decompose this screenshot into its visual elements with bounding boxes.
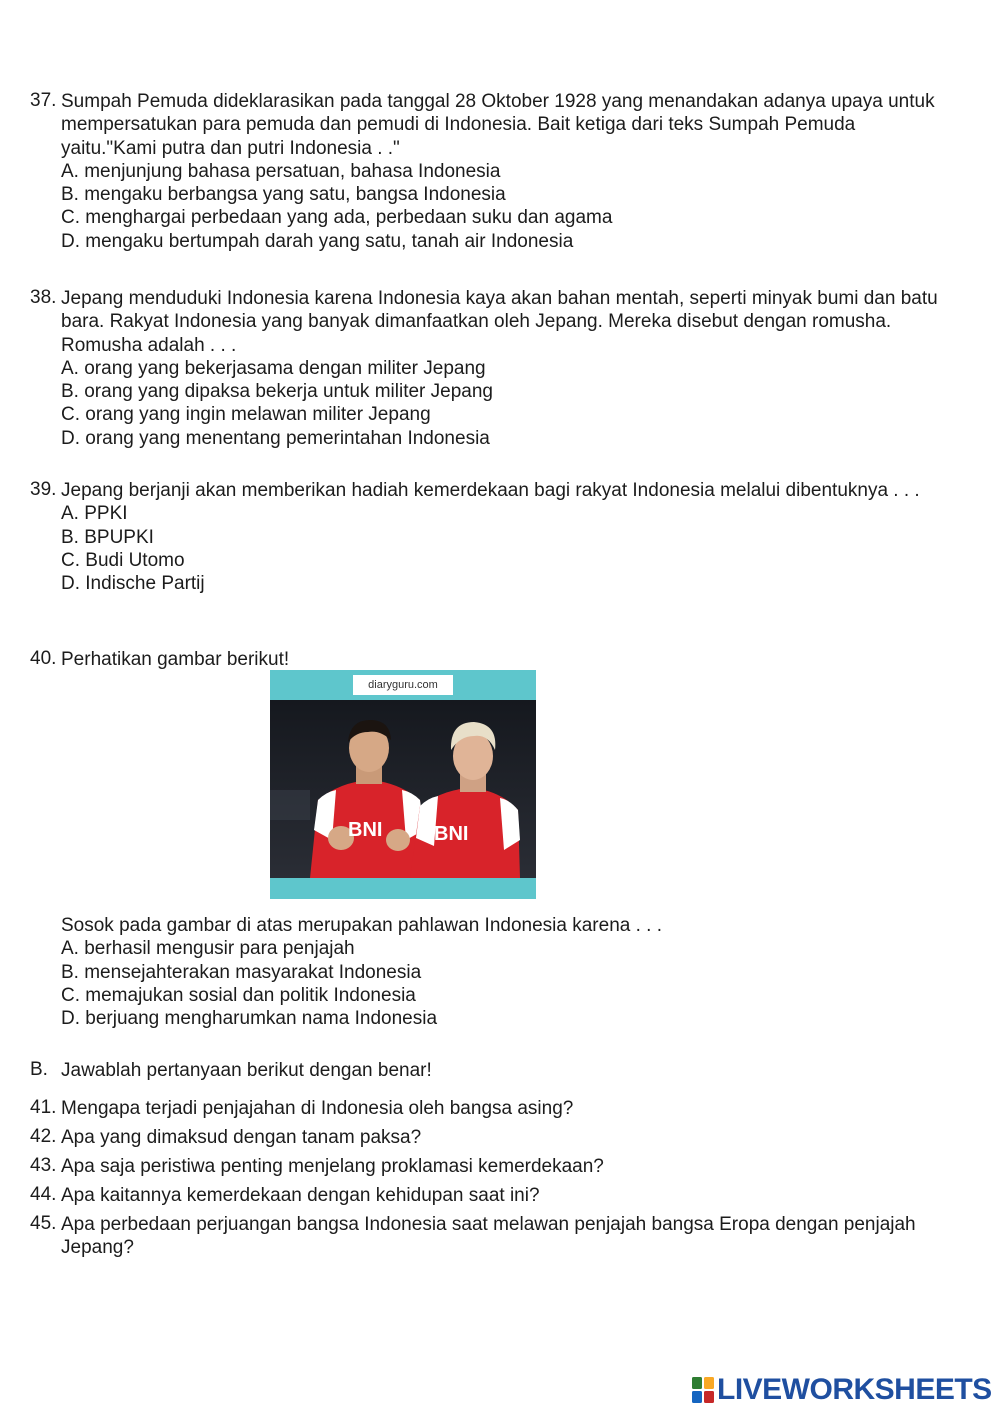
photo-watermark-label: diaryguru.com	[353, 675, 453, 695]
option-b: B. orang yang dipaksa bekerja untuk militer Jepang	[61, 381, 493, 403]
question-number: 38.	[30, 287, 57, 308]
essay-question-41	[30, 1097, 950, 1120]
question-40	[30, 648, 950, 671]
option-d: D. Indische Partij	[61, 573, 205, 595]
option-a: A. menjunjung bahasa persatuan, bahasa Indonesia	[61, 160, 501, 182]
question-text: Sumpah Pemuda dideklarasikan pada tanggal 28 Oktober 1928 yang menandakan adanya upaya untuk mempersatukan para pemuda dan pemudi di Indonesia. Bait ketiga dari teks Sumpah Pemuda yaitu."Kami putra dan putri Indonesia . ."	[61, 91, 935, 159]
liveworksheets-logo	[692, 1374, 992, 1406]
jersey-text-left: BNI	[348, 819, 383, 841]
section-letter: B.	[30, 1059, 48, 1080]
question-number: 43.	[30, 1155, 57, 1176]
essay-question-45	[30, 1213, 950, 1260]
question-40-photo	[270, 670, 536, 899]
badminton-players-illustration	[270, 700, 536, 878]
question-38	[30, 287, 950, 450]
question-text: Perhatikan gambar berikut!	[61, 649, 290, 670]
section-instruction: Jawablah pertanyaan berikut dengan benar!	[61, 1060, 432, 1081]
question-followup-text: Sosok pada gambar di atas merupakan pahlawan Indonesia karena . . .	[61, 915, 662, 936]
liveworksheets-wordmark: LIVEWORKSHEETS	[717, 1373, 992, 1406]
option-d: D. mengaku bertumpah darah yang satu, tanah air Indonesia	[61, 230, 574, 252]
essay-question-42	[30, 1126, 950, 1149]
section-b-heading	[30, 1059, 930, 1082]
option-d: D. orang yang menentang pemerintahan Indonesia	[61, 427, 490, 449]
question-number: 44.	[30, 1184, 57, 1205]
option-c: C. orang yang ingin melawan militer Jepang	[61, 404, 431, 426]
question-40-followup	[61, 914, 941, 1030]
option-c: C. memajukan sosial dan politik Indonesia	[61, 984, 416, 1006]
option-a: A. orang yang bekerjasama dengan militer Jepang	[61, 357, 486, 379]
question-number: 39.	[30, 479, 57, 500]
liveworksheets-mark-icon	[692, 1377, 714, 1403]
question-text: Apa perbedaan perjuangan bangsa Indonesia saat melawan penjajah bangsa Eropa dengan penjajah Jepang?	[61, 1214, 916, 1259]
option-c: C. menghargai perbedaan yang ada, perbedaan suku dan agama	[61, 207, 613, 229]
question-text: Mengapa terjadi penjajahan di Indonesia oleh bangsa asing?	[61, 1098, 574, 1119]
option-b: B. mengaku berbangsa yang satu, bangsa Indonesia	[61, 184, 506, 206]
option-c: C. Budi Utomo	[61, 549, 185, 571]
question-text: Apa yang dimaksud dengan tanam paksa?	[61, 1127, 422, 1148]
question-text: Apa saja peristiwa penting menjelang proklamasi kemerdekaan?	[61, 1156, 604, 1177]
option-d: D. berjuang mengharumkan nama Indonesia	[61, 1008, 438, 1030]
question-text: Jepang berjanji akan memberikan hadiah kemerdekaan bagi rakyat Indonesia melalui dibentuknya . . .	[61, 480, 920, 501]
question-number: 42.	[30, 1126, 57, 1147]
question-number: 41.	[30, 1097, 57, 1118]
question-number: 37.	[30, 90, 57, 111]
jersey-text-right: BNI	[434, 823, 469, 845]
essay-question-43	[30, 1155, 950, 1178]
question-text: Apa kaitannya kemerdekaan dengan kehidupan saat ini?	[61, 1185, 540, 1206]
question-number: 40.	[30, 648, 57, 669]
question-text: Jepang menduduki Indonesia karena Indonesia kaya akan bahan mentah, seperti minyak bumi dan batu bara. Rakyat Indonesia yang banyak dimanfaatkan oleh Jepang. Mereka disebut dengan romusha. Romusha adalah . . .	[61, 288, 938, 356]
option-a: A. PPKI	[61, 503, 128, 525]
question-39	[30, 479, 950, 595]
option-b: B. BPUPKI	[61, 526, 154, 548]
option-b: B. mensejahterakan masyarakat Indonesia	[61, 961, 422, 983]
question-number: 45.	[30, 1213, 57, 1234]
essay-question-44	[30, 1184, 950, 1207]
option-a: A. berhasil mengusir para penjajah	[61, 938, 355, 960]
question-37	[30, 90, 950, 253]
